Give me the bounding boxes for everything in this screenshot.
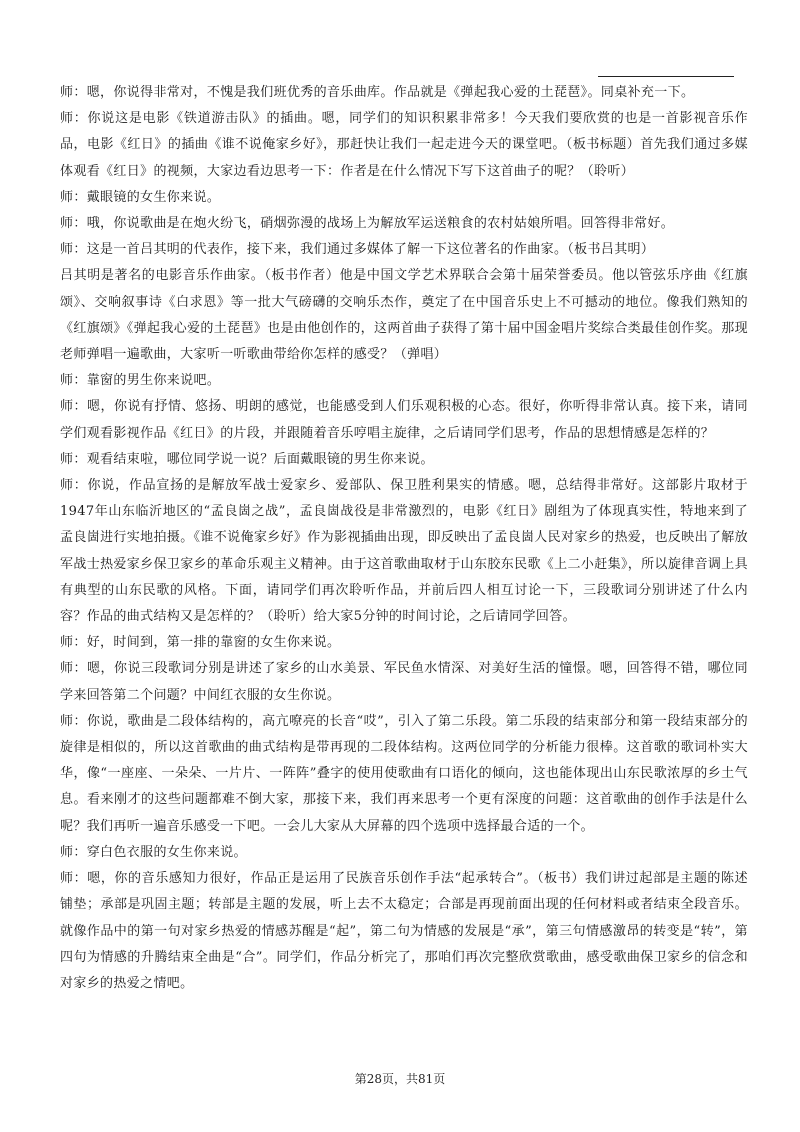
- paragraph: 师：嗯，你说得非常对，不愧是我们班优秀的音乐曲库。作品就是《弹起我心爱的土琵琶》。同桌补充一下。: [60, 85, 695, 100]
- header-rule: [598, 76, 734, 77]
- paragraph: 师：你说这是电影《铁道游击队》的插曲。嗯，同学们的知识积累非常多！今天我们要欣赏的也是一首影视音乐作品，电影《红日》的插曲《谁不说俺家乡好》，那赶快让我们一起走进今天的课堂吧。（板书标题）首先我们通过多媒体观看《红日》的视频，大家边看边思考一下：作者是在什么情况下写下这首曲子的呢？（聆听）: [60, 111, 748, 179]
- paragraph: 师：这是一首吕其明的代表作，接下来，我们通过多媒体了解一下这位著名的作曲家。（板书吕其明）: [60, 242, 655, 258]
- paragraph: 师：靠窗的男生你来说吧。: [60, 373, 221, 389]
- paragraph: 师：嗯，你说有抒情、悠扬、明朗的感觉，也能感受到人们乐观积极的心态。很好，你听得非常认真。接下来，请同学们观看影视作品《红日》的片段，并跟随着音乐哼唱主旋律，之后请同学们思考，作品的思想情感是怎样的？: [60, 399, 748, 441]
- paragraph: 师：穿白色衣服的女生你来说。: [60, 844, 247, 860]
- paragraph: 师：哦，你说歌曲是在炮火纷飞，硝烟弥漫的战场上为解放军运送粮食的农村姑娘所唱。回答得非常好。: [60, 216, 675, 232]
- paragraph: 师：你说，作品宣扬的是解放军战士爱家乡、爱部队、保卫胜利果实的情感。嗯，总结得非常好。这部影片取材于1947年山东临沂地区的“孟良崮之战”，孟良崮战役是非常激烈的，电影《红日》剧组为了体现真实性，特地来到了孟良崮进行实地拍摄。《谁不说俺家乡好》作为影视插曲出现，即反映出了孟良崮人民对家乡的热爱，也反映出了解放军战士热爱家乡保卫家乡的革命乐观主义精神。由于这首歌曲取材于山东胶东民歌《上二小赶集》，所以旋律音调上具有典型的山东民歌的风格。下面，请同学们再次聆听作品，并前后四人相互讨论一下，三段歌词分别讲述了什么内容？作品的曲式结构又是怎样的？（聆听）给大家5分钟的时间讨论，之后请同学回答。: [60, 478, 748, 625]
- paragraph: 吕其明是著名的电影音乐作曲家。（板书作者）他是中国文学艺术界联合会第十届荣誉委员。他以管弦乐序曲《红旗颂》、交响叙事诗《白求恩》等一批大气磅礴的交响乐杰作，奠定了在中国音乐史上不可撼动的地位。像我们熟知的《红旗颂》《弹起我心爱的土琵琶》也是由他创作的，这两首曲子获得了第十届中国金唱片奖综合类最佳创作奖。那现老师弹唱一遍歌曲，大家听一听歌曲带给你怎样的感受？（弹唱）: [60, 268, 748, 363]
- page-number: 第28页，共81页: [354, 1072, 446, 1086]
- document-body: [60, 80, 748, 997]
- paragraph: 师：嗯，你说三段歌词分别是讲述了家乡的山水美景、军民鱼水情深、对美好生活的憧憬。嗯，回答得不错，哪位同学来回答第二个问题？中间红衣服的女生你说。: [60, 661, 748, 703]
- paragraph: 师：你说，歌曲是二段体结构的，高亢嘹亮的长音“哎”，引入了第二乐段。第二乐段的结束部分和第一段结束部分的旋律是相似的，所以这首歌曲的曲式结构是带再现的二段体结构。这两位同学的分析能力很棒。这首歌的歌词朴实大华，像“一座座、一朵朵、一片片、一阵阵”叠字的使用使歌曲有口语化的倾向，这也能体现出山东民歌浓厚的乡土气息。看来刚才的这些问题都难不倒大家，那接下来，我们再来思考一个更有深度的问题：这首歌曲的创作手法是什么呢？我们再听一遍音乐感受一下吧。一会儿大家从大屏幕的四个选项中选择最合适的一个。: [60, 713, 748, 834]
- paragraph: 师：嗯，你的音乐感知力很好，作品正是运用了民族音乐创作手法“起承转合”。（板书）我们讲过起部是主题的陈述铺垫；承部是巩固主题；转部是主题的发展，听上去不太稳定；合部是再现前面出现的任何材料或者结束全段音乐。就像作品中的第一句对家乡热爱的情感苏醒是“起”，第二句为情感的发展是“承”，第三句情感激昂的转变是“转”，第四句为情感的升腾结束全曲是“合”。同学们，作品分析完了，那咱们再次完整欣赏歌曲，感受歌曲保卫家乡的信念和对家乡的热爱之情吧。: [60, 871, 748, 991]
- paragraph: 师：观看结束啦，哪位同学说一说？后面戴眼镜的男生你来说。: [60, 451, 434, 467]
- paragraph: 师：好，时间到，第一排的靠窗的女生你来说。: [60, 635, 341, 651]
- paragraph: 师：戴眼镜的女生你来说。: [60, 189, 221, 205]
